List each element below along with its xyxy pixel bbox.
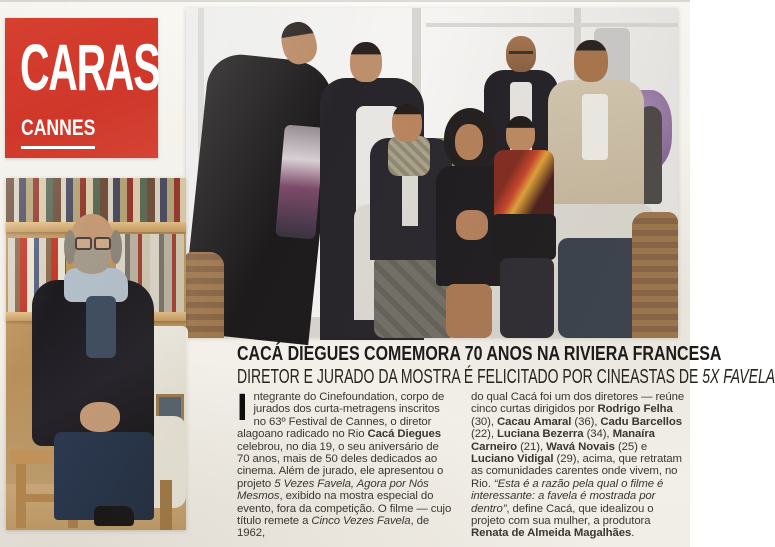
subheadline: DIRETOR E JURADO DA MOSTRA É FELICITADO POR CINEASTAS DE 5X FAVELA [237, 366, 775, 388]
dropcap: I [237, 387, 248, 429]
scan-edge [0, 0, 690, 2]
portrait-photo [6, 178, 186, 530]
article-column-left [237, 387, 454, 540]
masthead-underline [21, 146, 95, 149]
caras-masthead [5, 18, 158, 158]
article-column-right: do qual Cacá foi um dos diretores — reúne cinco curtas dirigidos por Rodrigo Felha (30), Cacau Amaral (36), Cadu Barcellos (22), Luciana Bezerra (34), Manaíra Carneiro (21), Wavá Novais (25) e Luciano Vidigal (29), acima, que retratam as comunidades carentes onde vivem, no Rio. “Esta é a razão pela qual o filme é interessante: a favela é mostrada por dentro”, define Cacá, que idealizou o projeto com sua mulher, a produtora Renata de Almeida Magalhães. [471, 391, 685, 540]
headline-block [237, 342, 775, 388]
group-photo [186, 8, 678, 337]
article-body [237, 387, 689, 540]
article-text-left: ntegrante do Cinefoundation, corpo de jurados dos curta-metragens inscritos no 63º Festival de Cannes, o diretor alagoano radicado no Rio Cacá Diegues celebrou, no dia 19, o seu aniversário de 70 anos, mais de 50 deles dedicados ao cinema. Além de jurado, ele apresentou o projeto 5 Vezes Favela, Agora por Nós Mesmos, exibido na mostra especial do evento, fora da competição. O filme — cujo título remete a Cinco Vezes Favela, de 1962, [237, 391, 452, 540]
scan-glare [186, 8, 678, 337]
scan-glare [6, 178, 186, 530]
cannes-section-label: CANNES [21, 115, 96, 140]
headline: CACÁ DIEGUES COMEMORA 70 ANOS NA RIVIERA FRANCESA [237, 342, 722, 365]
caras-logo: CARAS [20, 30, 160, 104]
